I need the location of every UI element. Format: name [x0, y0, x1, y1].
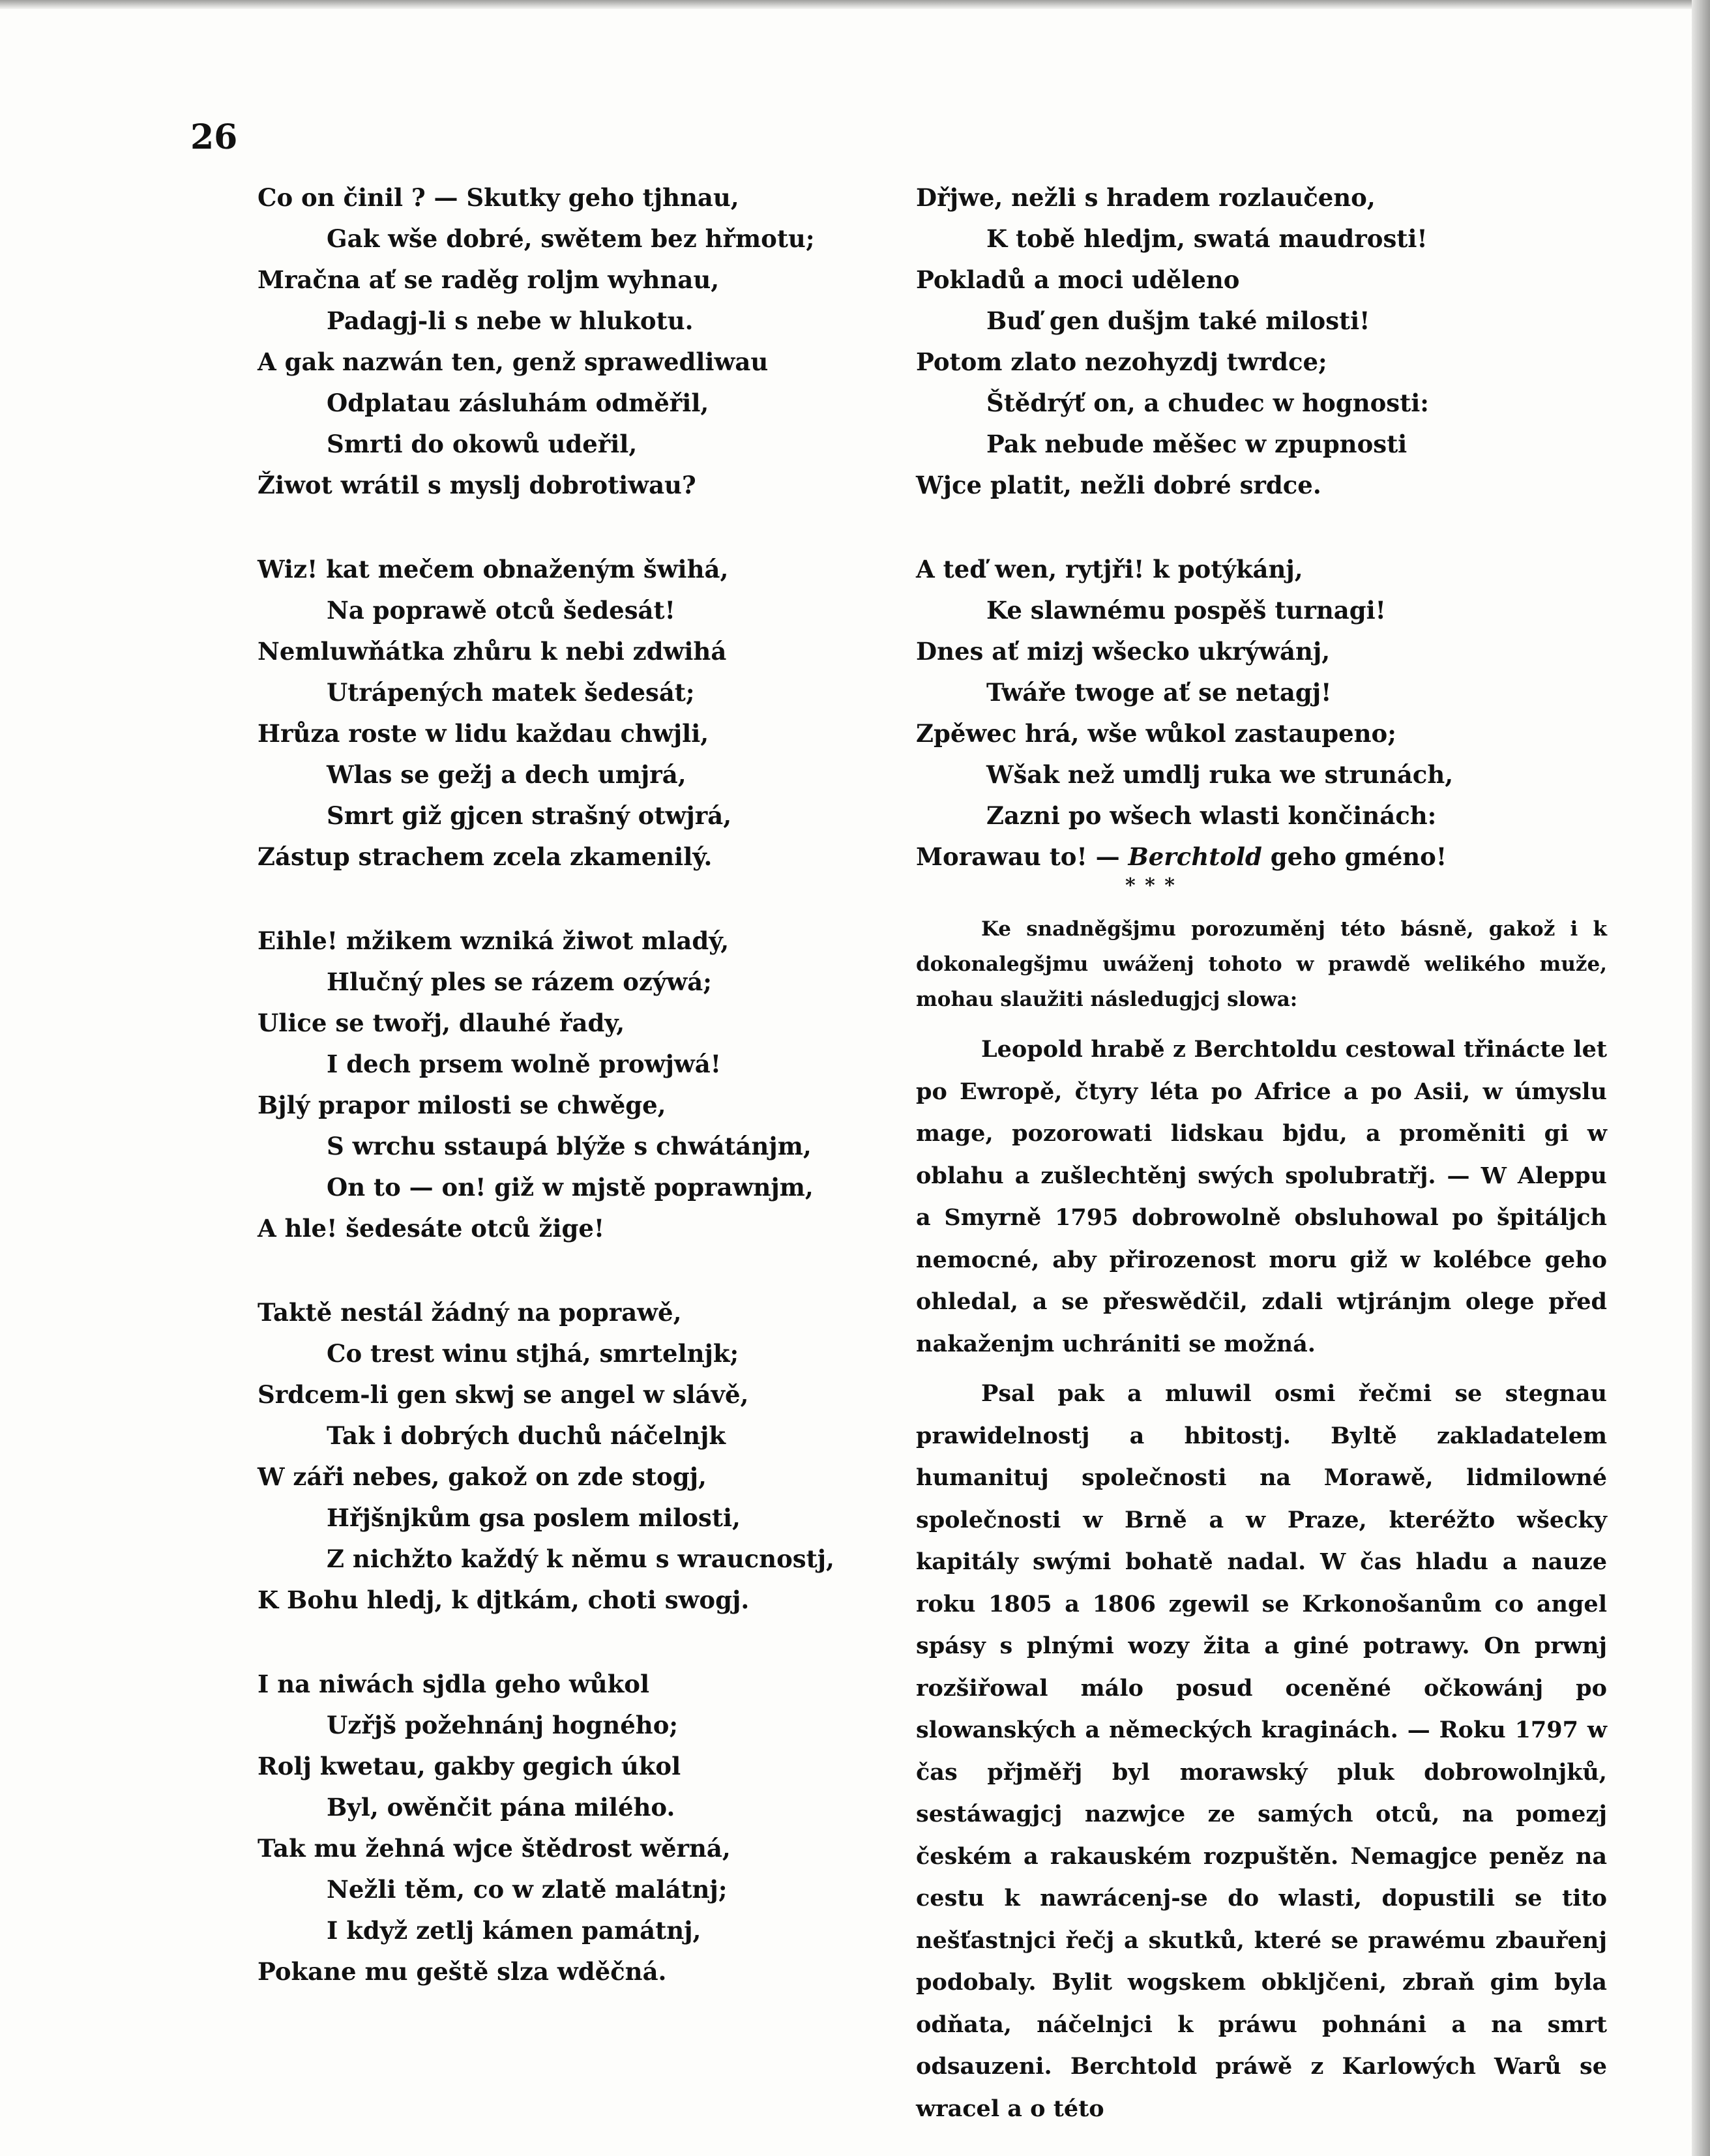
verse-line: Wjce platit, nežli dobré srdce.: [916, 471, 1321, 499]
verse-line: Ke slawnému pospěš turnagi!: [986, 596, 1386, 625]
verse-line: Štědrýť on, a chudec w hognosti:: [986, 389, 1429, 417]
verse-line: I na niwách sjdla geho wůkol: [258, 1670, 650, 1698]
verse-line: Wlas se gežj a dech umjrá,: [327, 760, 686, 789]
left-column-poem: [258, 177, 844, 2035]
right-column: [916, 177, 1607, 2138]
verse-line: Smrt giž gjcen strašný otwjrá,: [327, 801, 732, 830]
verse-line: W záři nebes, gakož on zde stogj,: [258, 1462, 707, 1491]
verse-line: Odplatau zásluhám odměřil,: [327, 389, 709, 417]
verse-line: Zástup strachem zcela zkamenilý.: [258, 842, 713, 871]
verse-line: Z nichžto každý k němu s wraucnostj,: [327, 1544, 834, 1573]
stanza: [258, 1664, 844, 1992]
verse-line: A teď wen, rytjři! k potýkánj,: [916, 555, 1303, 583]
final-line-prefix: Morawau to! —: [916, 842, 1128, 871]
verse-line: K Bohu hledj, k djtkám, choti swogj.: [258, 1586, 750, 1614]
verse-line: Padagj-li s nebe w hlukotu.: [327, 306, 694, 335]
verse-line: Tak i dobrých duchů náčelnjk: [327, 1421, 726, 1450]
verse-line: Na poprawě otců šedesát!: [327, 596, 675, 625]
stanza: [258, 1292, 844, 1621]
verse-line: Byl, owěnčit pána milého.: [327, 1793, 675, 1822]
verse-line: K tobě hledjm, swatá maudrosti!: [986, 224, 1428, 253]
verse-line: Smrti do okowů udeřil,: [327, 430, 638, 458]
section-asterisks: * * *: [1125, 874, 1176, 897]
final-verse-line: [916, 836, 1607, 878]
verse-line: Hlučný ples se rázem ozýwá;: [327, 967, 712, 996]
verse-line: Taktě nestál žádný na poprawě,: [258, 1298, 682, 1327]
verse-line: Twáře twoge ať se netagj!: [986, 678, 1332, 707]
verse-line: Žiwot wrátil s myslj dobrotiwau?: [258, 471, 696, 499]
berchtold-name: Berchtold: [1128, 842, 1262, 871]
stanza: [258, 177, 844, 506]
verse-line: Pokladů a moci uděleno: [916, 265, 1240, 294]
verse-line: Bjlý prapor milosti se chwěge,: [258, 1091, 666, 1119]
verse-line: Utrápených matek šedesát;: [327, 678, 695, 707]
verse-line: Hřjšnjkům gsa poslem milosti,: [327, 1503, 741, 1532]
page-binding-edge: [1692, 0, 1710, 2156]
verse-line: Dnes ať mizj wšecko ukrýwánj,: [916, 637, 1331, 666]
verse-line: Co trest winu stjhá, smrtelnjk;: [327, 1339, 739, 1368]
verse-line: Ulice se twořj, dlauhé řady,: [258, 1009, 625, 1037]
verse-line: S wrchu sstaupá blýže s chwátánjm,: [327, 1132, 812, 1160]
verse-line: Co on činil ? — Skutky geho tjhnau,: [258, 183, 739, 212]
verse-line: Potom zlato nezohyzdj twrdce;: [916, 347, 1327, 376]
verse-line: Srdcem-li gen skwj se angel w slávě,: [258, 1380, 749, 1409]
verse-line: Zazni po wšech wlasti končinách:: [986, 801, 1437, 830]
final-line-suffix: geho gméno!: [1261, 842, 1447, 871]
stanza: [916, 549, 1607, 878]
stanza: [258, 549, 844, 878]
verse-line: Gak wše dobré, swětem bez hřmotu;: [327, 224, 815, 253]
page-top-edge: [0, 0, 1710, 9]
verse-line: Uzřjš požehnánj hogného;: [327, 1711, 679, 1739]
verse-line: Nežli těm, co w zlatě malátnj;: [327, 1875, 728, 1904]
verse-line: Rolj kwetau, gakby gegich úkol: [258, 1752, 681, 1780]
explanatory-note: Ke snadněgšjmu porozuměnj této básně, gakož i k dokonalegšjmu uwáženj tohoto w prawdě welikého muže, mohau slaužiti následugjcj slowa:: [916, 917, 1607, 1011]
verse-line: Tak mu žehná wjce štědrost wěrná,: [258, 1834, 731, 1863]
verse-line: Pokane mu geště slza wděčná.: [258, 1957, 667, 1986]
verse-line: Dřjwe, nežli s hradem rozlaučeno,: [916, 183, 1376, 212]
verse-line: Hrůza roste w lidu každau chwjli,: [258, 719, 709, 748]
verse-line: Buď gen dušjm také milosti!: [986, 306, 1370, 335]
verse-line: I dech prsem wolně prowjwá!: [327, 1050, 721, 1078]
verse-line: A hle! šedesáte otců žige!: [258, 1214, 605, 1243]
verse-line: On to — on! giž w mjstě poprawnjm,: [327, 1173, 814, 1202]
page-number: 26: [190, 117, 238, 157]
prose-paragraph: Psal pak a mluwil osmi řečmi se stegnau prawidelnostj a hbitostj. Byltě zakladatelem humanituj společnosti na Morawě, lidmilowné společnosti w Brně a w Praze, kteréžto wšecky kapitály swými bohatě nadal. W čas hladu a nauze roku 1805 a 1806 zgewil se Krkonošanům co angel spásy s plnými wozy žita a giné potrawy. On prwnj rozšiřowal málo posud oceněné očkowánj po slowanských a německých kraginách. — Roku 1797 w čas přjměřj byl morawský pluk dobrowolnjků, sestáwagjcj nazwjce ze samých otců, na pomezj českém a rakauském rozpuštěn. Nemagjce peněz na cestu k nawrácenj-se do wlasti, dopustili se tito nešťastnjci řečj a skutků, které se prawému zbauřenj podobaly. Bylit wogskem obkljčeni, zbraň gim byla odňata, náčelnjci k práwu pohnáni a na smrt odsauzeni. Berchtold práwě z Karlowých Warů se wracel a o této: [916, 1380, 1607, 2122]
verse-line: Pak nebude měšec w zpupnosti: [986, 430, 1408, 458]
verse-line: A gak nazwán ten, genž sprawedliwau: [258, 347, 769, 376]
verse-line: Wšak než umdlj ruka we strunách,: [986, 760, 1454, 789]
prose-paragraph: Leopold hrabě z Berchtoldu cestowal třinácte let po Ewropě, čtyry léta po Africe a po Asii, w úmyslu mage, pozorowati lidskau bjdu, a proměniti gi w oblahu a zušlechtěnj swých spolubratřj. — W Aleppu a Smyrně 1795 dobrowolně obsluhowal po špitáljch nemocné, aby přirozenost moru giž w kolébce geho ohledal, a se přeswědčil, zdali wtjránjm olege před nakaženjm uchrániti se možná.: [916, 1036, 1607, 1357]
stanza: [258, 921, 844, 1249]
verse-line: Mračna ať se raděg roljm wyhnau,: [258, 265, 720, 294]
verse-line: Nemluwňátka zhůru k nebi zdwihá: [258, 637, 727, 666]
stanza: [916, 177, 1607, 506]
verse-line: Zpěwec hrá, wše wůkol zastaupeno;: [916, 719, 1396, 748]
verse-line: I když zetlj kámen památnj,: [327, 1916, 701, 1945]
verse-line: Eihle! mžikem wzniká žiwot mladý,: [258, 926, 730, 955]
verse-line: Wiz! kat mečem obnaženým šwihá,: [258, 555, 729, 583]
